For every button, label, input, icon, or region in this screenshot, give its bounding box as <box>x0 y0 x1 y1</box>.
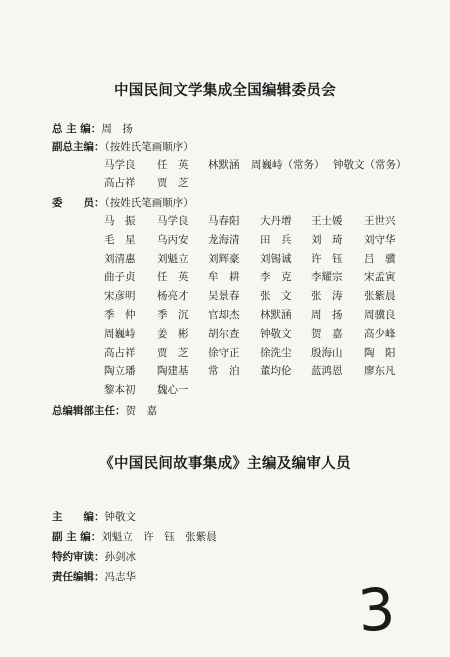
deputy-name: 周巍峙（常务） <box>251 159 325 171</box>
member-name: 黎本初 <box>104 384 136 397</box>
handwritten-page-number: 3 <box>355 574 398 646</box>
member-name: 董均伦 <box>260 365 292 378</box>
member-name: 马学良 <box>157 215 189 227</box>
director-name: 贺 嘉 <box>125 405 157 417</box>
member-name: 李耀宗 <box>311 271 343 284</box>
series-editor-line <box>52 509 136 524</box>
members-label: 委 员： <box>52 197 105 209</box>
responsible-editor-name: 冯志华 <box>104 571 136 583</box>
member-name: 周巍峙 <box>104 327 136 340</box>
deputy-chief-line <box>52 139 194 154</box>
member-name: 刘锡诚 <box>260 252 292 265</box>
member-name: 大丹增 <box>260 215 292 227</box>
series-deputy-label: 副 主 编： <box>52 531 102 543</box>
members-row <box>0 382 450 398</box>
member-name: 田 兵 <box>260 233 292 246</box>
deputy-name: 贾 芝 <box>157 177 189 189</box>
series-editor-label: 主 编： <box>52 511 105 523</box>
member-name: 陶立璠 <box>104 365 136 378</box>
director-line <box>52 403 157 418</box>
members-row <box>0 326 450 342</box>
deputy-row-1 <box>0 157 450 173</box>
members-row <box>0 269 450 285</box>
member-name: 王世兴 <box>364 215 396 227</box>
member-name: 刘辉豪 <box>208 252 240 265</box>
member-name: 李 克 <box>260 271 292 284</box>
members-row <box>0 345 450 361</box>
member-name: 马春阳 <box>208 215 240 227</box>
member-name: 陶建基 <box>157 365 189 378</box>
member-name: 吴景春 <box>208 290 240 303</box>
member-name: 牟 耕 <box>208 271 240 284</box>
members-line <box>52 195 194 210</box>
member-name: 季 沉 <box>157 309 189 321</box>
member-name: 刘清惠 <box>104 252 136 265</box>
member-name: 宋彦明 <box>104 290 136 303</box>
members-row <box>0 251 450 267</box>
members-row <box>0 213 450 229</box>
chief-editor-label: 总 主 编： <box>52 123 102 135</box>
series-deputy-names: 刘魁立 许 钰 张紫晨 <box>101 531 217 543</box>
member-name: 常 泊 <box>208 365 240 378</box>
members-row <box>0 288 450 304</box>
member-name: 周 扬 <box>311 309 343 321</box>
deputy-name: 马学良 <box>104 159 136 171</box>
responsible-editor-label: 责任编辑： <box>52 571 105 583</box>
member-name: 姜 彬 <box>157 327 189 340</box>
deputy-chief-note: （按姓氏笔画顺序） <box>104 141 194 153</box>
member-name: 乌丙安 <box>157 233 189 246</box>
member-name: 官却杰 <box>208 309 240 321</box>
member-name: 杨亮才 <box>157 290 189 303</box>
member-name: 高少峰 <box>364 327 396 340</box>
member-name: 魏心一 <box>157 384 189 397</box>
member-name: 林默涵 <box>260 309 292 321</box>
member-name: 张 涛 <box>311 290 343 303</box>
deputy-chief-label: 副总主编： <box>52 141 105 153</box>
responsible-editor-line <box>52 569 136 584</box>
deputy-name: 钟敬文（常务） <box>333 159 407 171</box>
special-reader-label: 特约审读： <box>52 551 105 563</box>
members-row <box>0 307 450 323</box>
chief-editor-line <box>52 121 133 136</box>
members-row <box>0 232 450 248</box>
member-name: 吕 骥 <box>364 252 396 265</box>
member-name: 廖东凡 <box>364 365 396 378</box>
member-name: 曲子贞 <box>104 271 136 284</box>
member-name: 张 文 <box>260 290 292 303</box>
deputy-name: 高占祥 <box>104 177 136 189</box>
director-label: 总编辑部主任： <box>52 405 126 417</box>
member-name: 陶 阳 <box>364 346 396 359</box>
member-name: 龙海清 <box>208 233 240 246</box>
deputy-name: 林默涵 <box>208 159 240 171</box>
members-row <box>0 363 450 379</box>
series-title: 《中国民间故事集成》主编及编审人员 <box>99 455 351 472</box>
member-name: 周骥良 <box>364 309 396 321</box>
special-reader-name: 孙剑冰 <box>104 551 136 563</box>
special-reader-line <box>52 549 136 564</box>
member-name: 蓝鸿恩 <box>311 365 343 378</box>
member-name: 徐洗尘 <box>260 346 292 359</box>
chief-editor-name: 周 扬 <box>101 123 133 135</box>
member-name: 马 振 <box>104 215 136 227</box>
member-name: 贺 嘉 <box>311 327 343 340</box>
member-name: 高占祥 <box>104 346 136 359</box>
member-name: 刘 琦 <box>311 233 343 246</box>
member-name: 宋孟寅 <box>364 271 396 284</box>
series-deputy-line <box>52 529 217 544</box>
series-editor-name: 钟敬文 <box>104 511 136 523</box>
member-name: 许 钰 <box>311 252 343 265</box>
committee-title: 中国民间文学集成全国编辑委员会 <box>114 82 336 99</box>
member-name: 贾 芝 <box>157 346 189 359</box>
member-name: 徐守正 <box>208 346 240 359</box>
member-name: 季 仲 <box>104 309 136 321</box>
deputy-name: 任 英 <box>157 159 189 171</box>
deputy-row-2 <box>0 175 450 191</box>
member-name: 张紫晨 <box>364 290 396 303</box>
member-name: 胡尔查 <box>208 327 240 340</box>
member-name: 殷海山 <box>311 346 343 359</box>
member-name: 王士媛 <box>311 215 343 227</box>
member-name: 钟敬文 <box>260 327 292 340</box>
member-name: 刘守华 <box>364 233 396 246</box>
member-name: 刘魁立 <box>157 252 189 265</box>
members-note: （按姓氏笔画顺序） <box>104 197 194 209</box>
member-name: 任 英 <box>157 271 189 284</box>
member-name: 毛 星 <box>104 233 136 246</box>
